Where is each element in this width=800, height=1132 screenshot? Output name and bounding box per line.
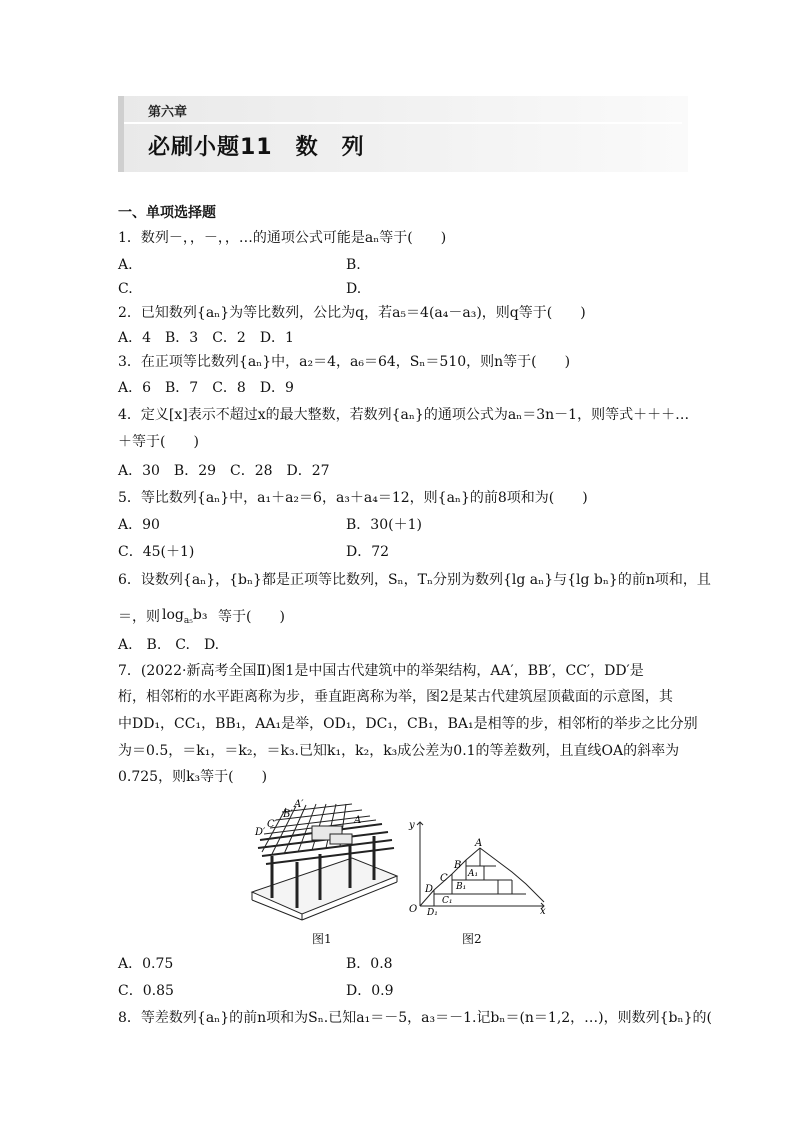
fig2-label-b: B	[454, 860, 462, 871]
q4-options: A．30 B．29 C．28 D．27	[118, 463, 330, 479]
fig1-label-b-prime: B′	[283, 809, 293, 820]
q1-option-b: B.	[346, 257, 361, 273]
q2-options: A．4 B．3 C．2 D．1	[118, 330, 294, 346]
q1-option-c: C.	[118, 281, 133, 297]
question-7-line3: 中DD₁，CC₁，BB₁，AA₁是举，OD₁，DC₁，CB₁，BA₁是相等的步，相邻桁的举步之比分别	[118, 716, 698, 732]
q7-option-d: D．0.9	[346, 983, 394, 999]
fig2-label-c1: C₁	[442, 896, 453, 906]
log-base: a₅	[183, 615, 193, 626]
fig1-label-c-prime: C′	[267, 819, 277, 830]
q5-option-d: D．72	[346, 544, 390, 560]
fig2-label-c: C	[440, 873, 448, 884]
fig2-label-d: D	[425, 884, 434, 895]
q7-option-c: C．0.85	[118, 983, 174, 999]
fig2-label-a1: A₁	[468, 869, 479, 879]
q5-option-c: C．45(＋1)	[118, 544, 195, 560]
question-2: 2．已知数列{aₙ}为等比数列，公比为q，若a₅＝4(a₄－a₃)，则q等于( )	[118, 305, 586, 321]
log-text: log	[162, 607, 184, 623]
q1-option-d: D.	[346, 281, 362, 297]
question-5: 5．等比数列{aₙ}中，a₁＋a₂＝6，a₃＋a₄＝12，则{aₙ}的前8项和为( )	[118, 490, 588, 506]
header-divider	[124, 122, 682, 124]
figure-2-cross-section-diagram	[404, 816, 554, 916]
log-argument: b₃	[192, 607, 208, 623]
page-title: 必刷小题11 数 列	[148, 135, 365, 160]
fig2-label-a: A	[475, 838, 483, 849]
question-1: 1．数列－，，－，，…的通项公式可能是aₙ等于( )	[118, 230, 447, 246]
fig2-label-d1: D₁	[427, 908, 438, 916]
fig1-label-a-prime: A′	[294, 799, 304, 810]
figure-1-caption: 图1	[312, 932, 332, 946]
question-7-line2: 桁，相邻桁的水平距离称为步，垂直距离称为举，图2是某古代建筑屋顶截面的示意图，其	[118, 689, 673, 705]
question-8: 8．等差数列{aₙ}的前n项和为Sₙ.已知a₁＝－5，a₃＝－1.记bₙ＝(n＝1,2，…)，则数列{bₙ}的(	[118, 1010, 712, 1026]
q5-option-a: A．90	[118, 517, 160, 533]
chapter-label: 第六章	[148, 105, 188, 120]
fig2-label-b1: B₁	[456, 882, 467, 892]
question-7-line4: 为＝0.5，＝k₁，＝k₂，＝k₃.已知k₁，k₂，k₃成公差为0.1的等差数列，且直线OA的斜率为	[118, 743, 680, 759]
question-6-line2-end: 等于( )	[218, 609, 285, 625]
question-4-line1: 4．定义[x]表示不超过x的最大整数，若数列{aₙ}的通项公式为aₙ＝3n－1，则等式＋＋＋…	[118, 407, 690, 423]
q3-options: A．6 B．7 C．8 D．9	[118, 380, 294, 396]
fig1-label-d-prime: D′	[255, 827, 266, 838]
fig1-label-a: A	[354, 815, 362, 826]
question-7-line1: 7．(2022·新高考全国Ⅱ)图1是中国古代建筑中的举架结构，AA′，BB′，CC′，DD′是	[118, 663, 644, 679]
question-4-line2: ＋等于( )	[118, 434, 199, 450]
question-6-line2-start: ＝，则	[118, 609, 160, 625]
q7-option-a: A．0.75	[118, 956, 174, 972]
question-3: 3．在正项等比数列{aₙ}中，a₂＝4，a₆＝64，Sₙ＝510，则n等于( )	[118, 354, 571, 370]
q7-option-b: B．0.8	[346, 956, 393, 972]
q5-option-b: B．30(＋1)	[346, 517, 422, 533]
question-6-line1: 6．设数列{aₙ}，{bₙ}都是正项等比数列，Sₙ，Tₙ分别为数列{lg aₙ}与{lg bₙ}的前n项和，且	[118, 572, 711, 588]
q1-option-a: A.	[118, 257, 133, 273]
fig2-label-x: x	[540, 906, 546, 916]
question-7-line5: 0.725，则k₃等于( )	[118, 769, 268, 785]
q6-options: A. B. C. D.	[118, 637, 220, 653]
fig2-label-o: O	[409, 904, 418, 915]
fig2-label-y: y	[409, 820, 415, 831]
log-expression	[162, 606, 207, 630]
section-title: 一、单项选择题	[118, 205, 216, 221]
figure-2-caption: 图2	[462, 932, 482, 946]
figure-1-building-illustration	[242, 796, 402, 922]
